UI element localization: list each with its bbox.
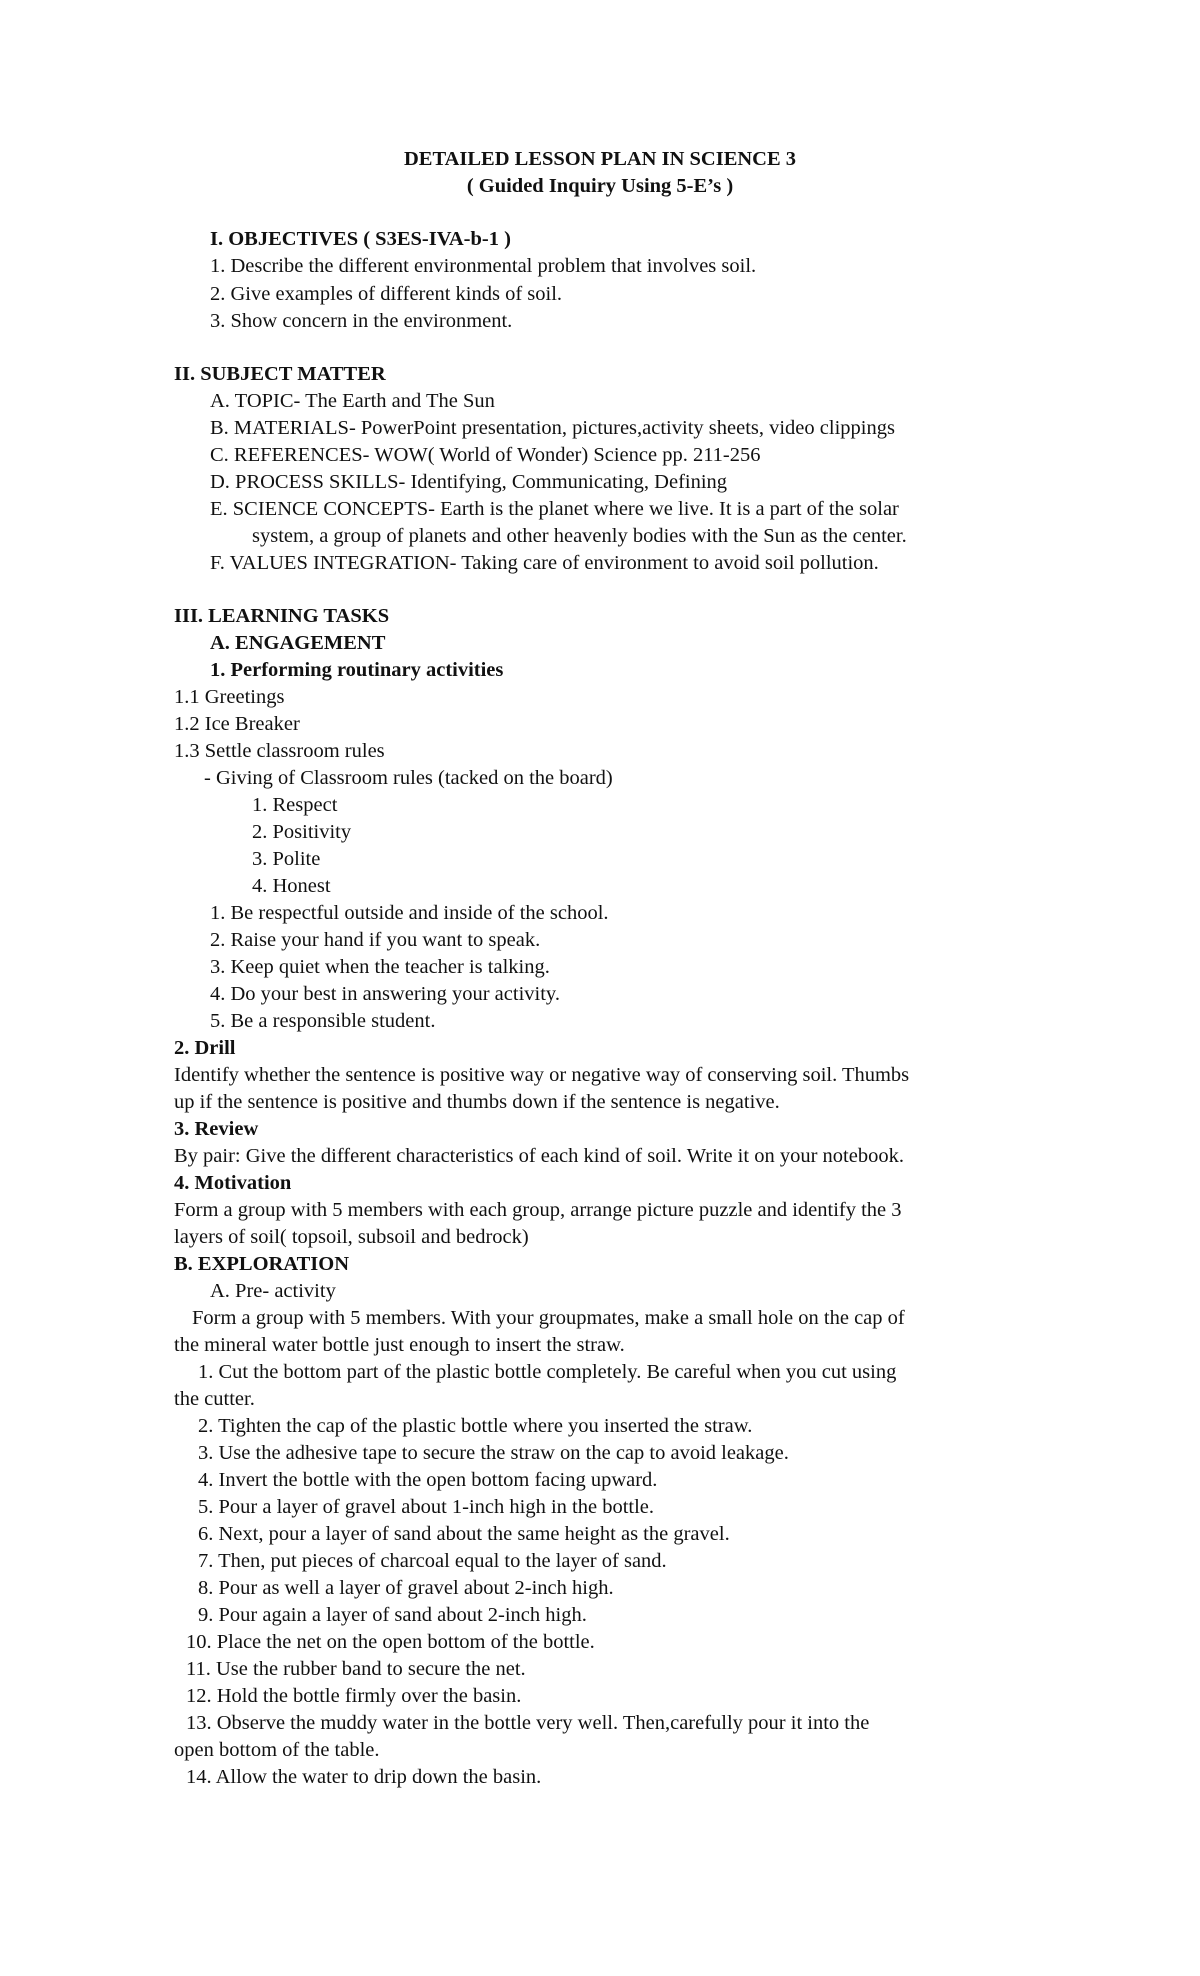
giving-rules: - Giving of Classroom rules (tacked on the board) — [204, 767, 613, 789]
exploration-step: 2. Tighten the cap of the plastic bottle where you inserted the straw. — [198, 1415, 753, 1437]
exploration-step: 4. Invert the bottle with the open bottom facing upward. — [198, 1469, 658, 1491]
rule-item: 1. Be respectful outside and inside of the school. — [210, 902, 609, 924]
exploration-step: 13. Observe the muddy water in the bottle very well. Then,carefully pour it into the — [186, 1712, 870, 1734]
exploration-step: 11. Use the rubber band to secure the net. — [186, 1658, 526, 1680]
rule-item: 2. Raise your hand if you want to speak. — [210, 929, 541, 951]
subject-topic: A. TOPIC- The Earth and The Sun — [210, 390, 495, 412]
exploration-step-cont: open bottom of the table. — [174, 1739, 380, 1761]
exploration-step: 14. Allow the water to drip down the basin. — [186, 1766, 542, 1788]
routine-settle-rules: 1.3 Settle classroom rules — [174, 740, 385, 762]
value-item: 4. Honest — [252, 875, 331, 897]
exploration-step: 9. Pour again a layer of sand about 2-inch high. — [198, 1604, 587, 1626]
exploration-step: 7. Then, put pieces of charcoal equal to the layer of sand. — [198, 1550, 667, 1572]
objective-item: 2. Give examples of different kinds of soil. — [210, 283, 563, 305]
exploration-step: 12. Hold the bottle firmly over the basin. — [186, 1685, 522, 1707]
subject-science-concepts-cont: system, a group of planets and other heavenly bodies with the Sun as the center. — [252, 525, 907, 547]
exploration-step-cont: the cutter. — [174, 1388, 255, 1410]
value-item: 3. Polite — [252, 848, 321, 870]
document-title: DETAILED LESSON PLAN IN SCIENCE 3 — [403, 148, 797, 170]
exploration-step: 8. Pour as well a layer of gravel about 2-inch high. — [198, 1577, 614, 1599]
exploration-step: 3. Use the adhesive tape to secure the straw on the cap to avoid leakage. — [198, 1442, 789, 1464]
drill-text-cont: up if the sentence is positive and thumbs down if the sentence is negative. — [174, 1091, 780, 1113]
rule-item: 3. Keep quiet when the teacher is talking. — [210, 956, 550, 978]
engagement-heading: A. ENGAGEMENT — [210, 632, 386, 654]
exploration-step: 5. Pour a layer of gravel about 1-inch high in the bottle. — [198, 1496, 655, 1518]
rule-item: 5. Be a responsible student. — [210, 1010, 436, 1032]
subject-science-concepts: E. SCIENCE CONCEPTS- Earth is the planet where we live. It is a part of the solar — [210, 498, 899, 520]
review-text: By pair: Give the different characteristics of each kind of soil. Write it on your notebook. — [174, 1145, 904, 1167]
exploration-step: 10. Place the net on the open bottom of the bottle. — [186, 1631, 595, 1653]
subject-references: C. REFERENCES- WOW( World of Wonder) Science pp. 211-256 — [210, 444, 761, 466]
motivation-heading: 4. Motivation — [174, 1172, 292, 1194]
drill-heading: 2. Drill — [174, 1037, 236, 1059]
document-subtitle: ( Guided Inquiry Using 5-E’s ) — [466, 175, 734, 197]
value-item: 1. Respect — [252, 794, 338, 816]
exploration-heading: B. EXPLORATION — [174, 1253, 350, 1275]
value-item: 2. Positivity — [252, 821, 352, 843]
subject-matter-heading: II. SUBJECT MATTER — [174, 363, 386, 385]
pre-activity-heading: A. Pre- activity — [210, 1280, 336, 1302]
motivation-text: Form a group with 5 members with each group, arrange picture puzzle and identify the 3 — [174, 1199, 902, 1221]
learning-tasks-heading: III. LEARNING TASKS — [174, 605, 390, 627]
objectives-heading: I. OBJECTIVES ( S3ES-IVA-b-1 ) — [210, 228, 511, 250]
subject-materials: B. MATERIALS- PowerPoint presentation, pictures,activity sheets, video clippings — [210, 417, 895, 439]
exploration-intro: Form a group with 5 members. With your groupmates, make a small hole on the cap of — [192, 1307, 905, 1329]
drill-text: Identify whether the sentence is positive way or negative way of conserving soil. Thumbs — [174, 1064, 910, 1086]
routine-heading: 1. Performing routinary activities — [210, 659, 504, 681]
subject-values-integration: F. VALUES INTEGRATION- Taking care of environment to avoid soil pollution. — [210, 552, 879, 574]
motivation-text-cont: layers of soil( topsoil, subsoil and bedrock) — [174, 1226, 529, 1248]
objective-item: 3. Show concern in the environment. — [210, 310, 513, 332]
exploration-intro-cont: the mineral water bottle just enough to insert the straw. — [174, 1334, 625, 1356]
routine-greetings: 1.1 Greetings — [174, 686, 285, 708]
rule-item: 4. Do your best in answering your activity. — [210, 983, 560, 1005]
objective-item: 1. Describe the different environmental problem that involves soil. — [210, 255, 757, 277]
review-heading: 3. Review — [174, 1118, 259, 1140]
subject-process-skills: D. PROCESS SKILLS- Identifying, Communicating, Defining — [210, 471, 728, 493]
exploration-step: 1. Cut the bottom part of the plastic bottle completely. Be careful when you cut using — [198, 1361, 897, 1383]
routine-ice-breaker: 1.2 Ice Breaker — [174, 713, 300, 735]
exploration-step: 6. Next, pour a layer of sand about the same height as the gravel. — [198, 1523, 730, 1545]
